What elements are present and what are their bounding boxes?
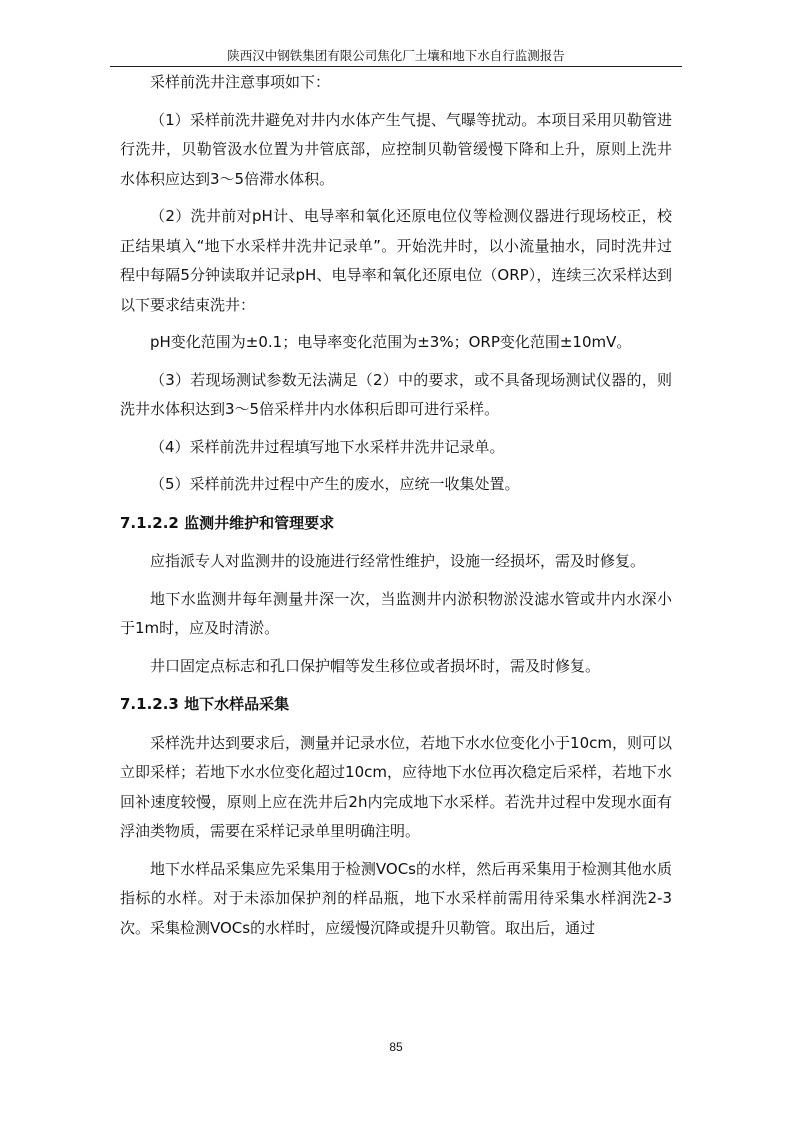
running-header: 陕西汉中钢铁集团有限公司焦化厂土壤和地下水自行监测报告	[110, 48, 682, 67]
paragraph-maintenance-2: 地下水监测井每年测量井深一次，当监测井内淤积物淤没滤水管或井内水深小于1m时，应及时清淤。	[120, 589, 672, 637]
paragraph-maintenance-3: 井口固定点标志和孔口保护帽等发生移位或者损坏时，需及时修复。	[150, 656, 601, 675]
paragraph-item-3: （3）若现场测试参数无法满足（2）中的要求，或不具备现场测试仪器的，则洗井水体积达到3～5倍采样井内水体积后即可进行采样。	[120, 370, 672, 418]
document-body	[120, 68, 672, 943]
paragraph-item-4: （4）采样前洗井过程填写地下水采样井洗井记录单。	[150, 437, 505, 456]
paragraph-item-2: （2）洗井前对pH计、电导率和氧化还原电位仪等检测仪器进行现场校正，校正结果填入“地下水采样井洗井记录单”。开始洗井时，以小流量抽水，同时洗井过程中每隔5分钟读取并记录pH、电导率和氧化还原电位（ORP），连续三次采样达到以下要求结束洗井：	[120, 207, 672, 314]
paragraph-criteria: pH变化范围为±0.1；电导率变化范围为±3%；ORP变化范围±10mV。	[150, 333, 632, 351]
page-number: 85	[389, 1040, 403, 1054]
section-heading-7-1-2-3: 7.1.2.3 地下水样品采集	[120, 695, 290, 713]
paragraph-item-1: （1）采样前洗井避免对井内水体产生气提、气曝等扰动。本项目采用贝勒管进行洗井，贝勒管汲水位置为井管底部，应控制贝勒管缓慢下降和上升，原则上洗井水体积应达到3～5倍滞水体积。	[120, 110, 672, 188]
paragraph-sampling-1: 采样洗井达到要求后，测量并记录水位，若地下水水位变化小于10cm，则可以立即采样；若地下水水位变化超过10cm，应待地下水位再次稳定后采样，若地下水回补速度较慢，原则上应在洗井后2h内完成地下水采样。若洗井过程中发现水面有浮油类物质，需要在采样记录单里明确注明。	[120, 733, 672, 840]
section-heading-7-1-2-2: 7.1.2.2 监测井维护和管理要求	[120, 513, 335, 532]
paragraph-sampling-2: 地下水样品采集应先采集用于检测VOCs的水样，然后再采集用于检测其他水质指标的水样。对于未添加保护剂的样品瓶，地下水采样前需用待采集水样润洗2-3次。采集检测VOCs的水样时，应缓慢沉降或提升贝勒管。取出后，通过	[120, 859, 672, 937]
paragraph-intro: 采样前洗井注意事项如下：	[150, 73, 331, 91]
paragraph-item-5: （5）采样前洗井过程中产生的废水，应统一收集处置。	[150, 475, 520, 493]
paragraph-maintenance-1: 应指派专人对监测井的设施进行经常性维护，设施一经损坏，需及时修复。	[150, 552, 646, 570]
